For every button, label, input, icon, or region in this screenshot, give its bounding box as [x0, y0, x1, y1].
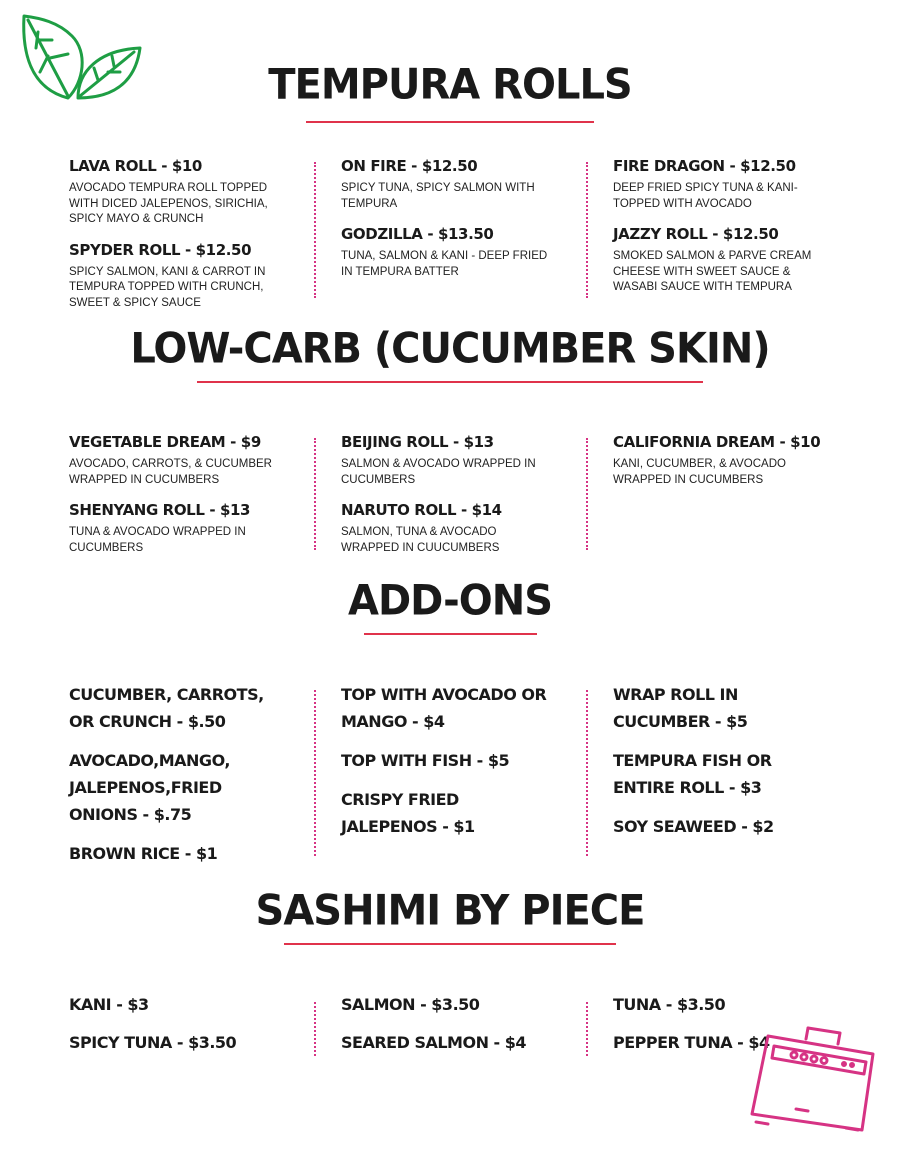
item-name: JAZZY ROLL - $12.50 — [613, 225, 779, 243]
section-title-lowcarb: LOW-CARB (CUCUMBER SKIN) — [130, 324, 770, 374]
column-divider — [314, 438, 316, 550]
addon-item: CUCUMBER, CARROTS, OR CRUNCH - $.50 — [69, 685, 264, 731]
addon-item: AVOCADO,MANGO, JALEPENOS,FRIED ONIONS - $.75 — [69, 751, 230, 824]
item-name: BEIJING ROLL - $13 — [341, 433, 494, 451]
column-divider — [314, 690, 316, 856]
item-description: SPICY SALMON, KANI & CARROT IN TEMPURA TOPPED WITH CRUNCH, SWEET & SPICY SAUCE — [69, 265, 266, 309]
column-divider — [314, 162, 316, 298]
item-description: TUNA, SALMON & KANI - DEEP FRIED IN TEMPURA BATTER — [341, 250, 548, 278]
menu-item — [69, 500, 284, 556]
addons-column-3 — [613, 681, 825, 852]
tempura-column-1 — [69, 156, 284, 323]
item-description: TUNA & AVOCADO WRAPPED IN CUCUMBERS — [69, 526, 246, 554]
title-underline — [284, 943, 616, 945]
sashimi-column-1 — [69, 994, 284, 1070]
column-divider — [314, 1002, 316, 1056]
item-description: DEEP FRIED SPICY TUNA & KANI- TOPPED WITH AVOCADO — [613, 182, 798, 210]
sashimi-item: SALMON - $3.50 — [341, 995, 480, 1014]
item-description: AVOCADO, CARROTS, & CUCUMBER WRAPPED IN CUCUMBERS — [69, 458, 272, 486]
sashimi-item: TUNA - $3.50 — [613, 995, 726, 1014]
addons-column-2 — [341, 681, 553, 852]
column-divider — [586, 690, 588, 856]
sashimi-item: KANI - $3 — [69, 995, 149, 1014]
lowcarb-column-2 — [341, 432, 556, 568]
menu-item — [341, 500, 556, 556]
title-underline — [364, 633, 537, 635]
section-title-sashimi: SASHIMI BY PIECE — [255, 886, 645, 936]
item-name: SPYDER ROLL - $12.50 — [69, 240, 252, 259]
addon-item: BROWN RICE - $1 — [69, 844, 218, 863]
tempura-column-3 — [613, 156, 821, 308]
section-title-addons: ADD-ONS — [348, 576, 552, 626]
column-divider — [586, 438, 588, 550]
item-name: FIRE DRAGON - $12.50 — [613, 157, 796, 175]
item-description: SMOKED SALMON & PARVE CREAM CHEESE WITH SWEET SAUCE & WASABI SAUCE WITH TEMPURA — [613, 250, 812, 293]
item-description: SALMON & AVOCADO WRAPPED IN CUCUMBERS — [341, 458, 536, 486]
item-description: SALMON, TUNA & AVOCADO WRAPPED IN CUUCUMBERS — [341, 526, 500, 554]
menu-item — [69, 156, 284, 228]
item-name: SHENYANG ROLL - $13 — [69, 501, 251, 519]
addon-item: WRAP ROLL IN CUCUMBER - $5 — [613, 685, 748, 731]
section-title-tempura: TEMPURA ROLLS — [268, 60, 632, 110]
menu-item — [69, 432, 284, 488]
addon-item: TOP WITH FISH - $5 — [341, 751, 510, 770]
addon-item: TEMPURA FISH OR ENTIRE ROLL - $3 — [613, 751, 772, 797]
lowcarb-column-1 — [69, 432, 284, 568]
menu-item — [613, 156, 821, 212]
menu-item — [69, 240, 284, 312]
sashimi-item: SPICY TUNA - $3.50 — [69, 1033, 237, 1052]
title-underline — [197, 381, 703, 383]
item-name: LAVA ROLL - $10 — [69, 157, 202, 175]
menu-item — [613, 432, 828, 488]
addon-item: CRISPY FRIED JALEPENOS - $1 — [341, 790, 475, 836]
item-name: ON FIRE - $12.50 — [341, 157, 478, 175]
sashimi-item: PEPPER TUNA - $4 — [613, 1033, 770, 1052]
addon-item: TOP WITH AVOCADO OR MANGO - $4 — [341, 685, 547, 731]
item-name: VEGETABLE DREAM - $9 — [69, 433, 261, 451]
sashimi-column-2 — [341, 994, 556, 1070]
item-description: SPICY TUNA, SPICY SALMON WITH TEMPURA — [341, 182, 535, 210]
bread-maker-icon — [738, 1022, 883, 1134]
item-description: KANI, CUCUMBER, & AVOCADO WRAPPED IN CUCUMBERS — [613, 458, 786, 486]
lowcarb-column-3 — [613, 432, 828, 500]
title-underline — [306, 121, 594, 123]
tempura-column-2 — [341, 156, 556, 292]
column-divider — [586, 162, 588, 298]
item-name: GODZILLA - $13.50 — [341, 225, 494, 243]
item-description: AVOCADO TEMPURA ROLL TOPPED WITH DICED JALEPENOS, SIRICHIA, SPICY MAYO & CRUNCH — [69, 182, 268, 225]
sashimi-item: SEARED SALMON - $4 — [341, 1033, 526, 1052]
menu-item — [341, 432, 556, 488]
addon-item: SOY SEAWEED - $2 — [613, 817, 774, 836]
addons-column-1 — [69, 681, 281, 879]
item-name: NARUTO ROLL - $14 — [341, 501, 502, 519]
menu-item — [341, 156, 556, 212]
menu-item — [613, 224, 821, 296]
menu-item — [341, 224, 556, 280]
item-name: CALIFORNIA DREAM - $10 — [613, 433, 821, 451]
column-divider — [586, 1002, 588, 1056]
